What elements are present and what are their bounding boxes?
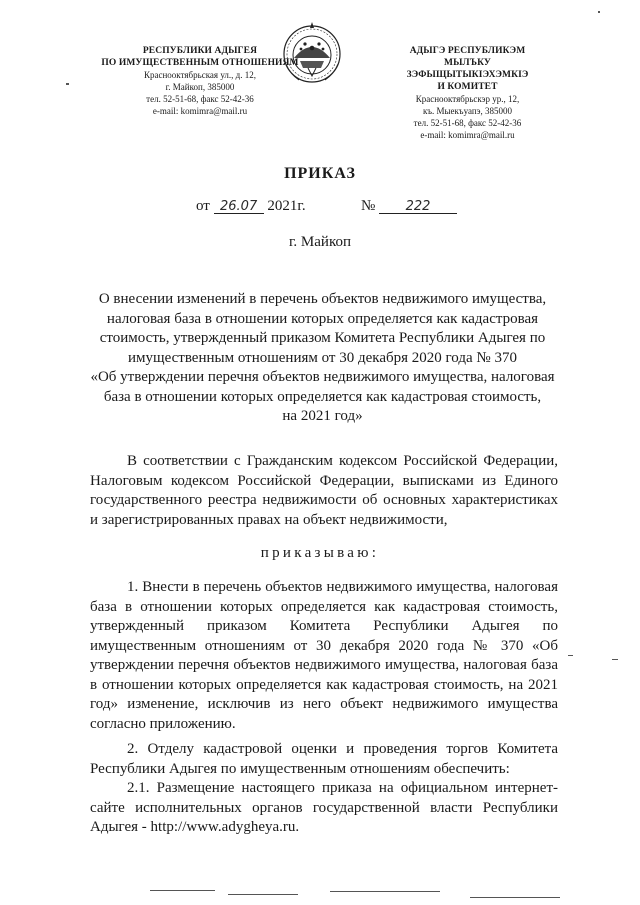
header-right-block <box>390 45 545 141</box>
subject-line: налоговая база в отношении которых определяется как кадастровая <box>106 310 539 327</box>
header-left-block <box>95 45 305 117</box>
header-right-address: Краснооктябрьскэр ур., 12, <box>415 94 520 104</box>
subject-line: «Об утверждении перечня объектов недвижимого имущества, налоговая <box>90 369 555 385</box>
header-right-line3: И КОМИТЕТ <box>437 82 498 92</box>
header-right-city: къ. Мыекъуапэ, 385000 <box>422 106 513 116</box>
subject-line: имущественным отношениям от 30 декабря 2020 года № 370 <box>128 349 517 366</box>
scan-mark <box>228 894 298 895</box>
date-suffix: 2021г. <box>267 198 306 214</box>
subject-line: база в отношении которых определяется как кадастровая стоимость, <box>103 388 542 405</box>
header-left-phone: тел. 52-51-68, факс 52-42-36 <box>146 94 254 104</box>
header-left-address: Краснооктябрьская ул., д. 12, <box>144 70 256 80</box>
header-right-line2: МЫЛЪКУ ЗЭФЫЩЫТЫКІЭХЭМКІЭ <box>406 58 529 80</box>
scan-mark <box>612 659 618 660</box>
scan-mark <box>330 891 440 892</box>
adygea-coat-of-arms-icon <box>281 18 343 90</box>
item-1-paragraph: 1. Внести в перечень объектов недвижимого имущества, налоговая база в отношении которых определяется как кадастровая стоимость, утвержденный приказом Комитета Республики Адыгея по имущественным отношениям от 30 декабря 2020 года № 370 «Об утверждении перечня объектов недвижимого имущества, налоговая база в отношении которых определяется как кадастровая стоимость, на 2021 год» изменение, исключив из него объект недвижимого имущества согласно приложению. <box>90 579 558 732</box>
handwritten-date: 26.07 <box>214 200 264 214</box>
header-left-line1: РЕСПУБЛИКИ АДЫГЕЯ <box>142 46 258 56</box>
scan-mark <box>568 655 573 656</box>
scan-mark <box>150 890 215 891</box>
item-2-1-paragraph: 2.1. Размещение настоящего приказа на официальном интернет-сайте исполнительных органов государственной власти Республики Адыгея - http://www.adygheya.ru. <box>90 780 558 835</box>
order-word: приказываю: <box>260 545 380 561</box>
header-right-phone: тел. 52-51-68, факс 52-42-36 <box>413 118 522 128</box>
subject-line: стоимость, утвержденный приказом Комитета Республики Адыгея по <box>99 330 546 346</box>
order-number <box>361 198 457 215</box>
header-left-line2: ПО ИМУЩЕСТВЕННЫМ ОТНОШЕНИЯМ <box>101 58 299 68</box>
header-left-city: г. Майкоп, 385000 <box>165 82 235 92</box>
header-right-email: e-mail: komimra@mail.ru <box>420 130 515 140</box>
city-line: г. Майкоп <box>288 234 352 250</box>
preamble-paragraph: В соответствии с Гражданским кодексом Российской Федерации, Налоговым кодексом Российской Федерации, выписками из Единого государственного реестра недвижимости об основных характеристиках и зарегистрированных правах на объект недвижимости, <box>90 453 558 528</box>
order-date <box>196 198 306 215</box>
subject-line: О внесении изменений в перечень объектов недвижимого имущества, <box>98 291 547 307</box>
header-left-email: e-mail: komimra@mail.ru <box>152 106 248 116</box>
date-prefix: от <box>196 198 210 214</box>
scan-mark <box>598 11 600 13</box>
scan-mark <box>66 83 69 85</box>
document-title: ПРИКАЗ <box>284 165 356 182</box>
scan-mark <box>470 897 560 898</box>
item-2-paragraph: 2. Отделу кадастровой оценки и проведения торгов Комитета Республики Адыгея по имущественным отношениям обеспечить: <box>90 741 558 777</box>
number-prefix: № <box>361 198 376 214</box>
handwritten-number: 222 <box>379 200 457 214</box>
subject-line: на 2021 год» <box>282 408 363 424</box>
header-right-line1: АДЫГЭ РЕСПУБЛИКЭМ <box>409 46 526 56</box>
order-subject <box>90 290 555 427</box>
